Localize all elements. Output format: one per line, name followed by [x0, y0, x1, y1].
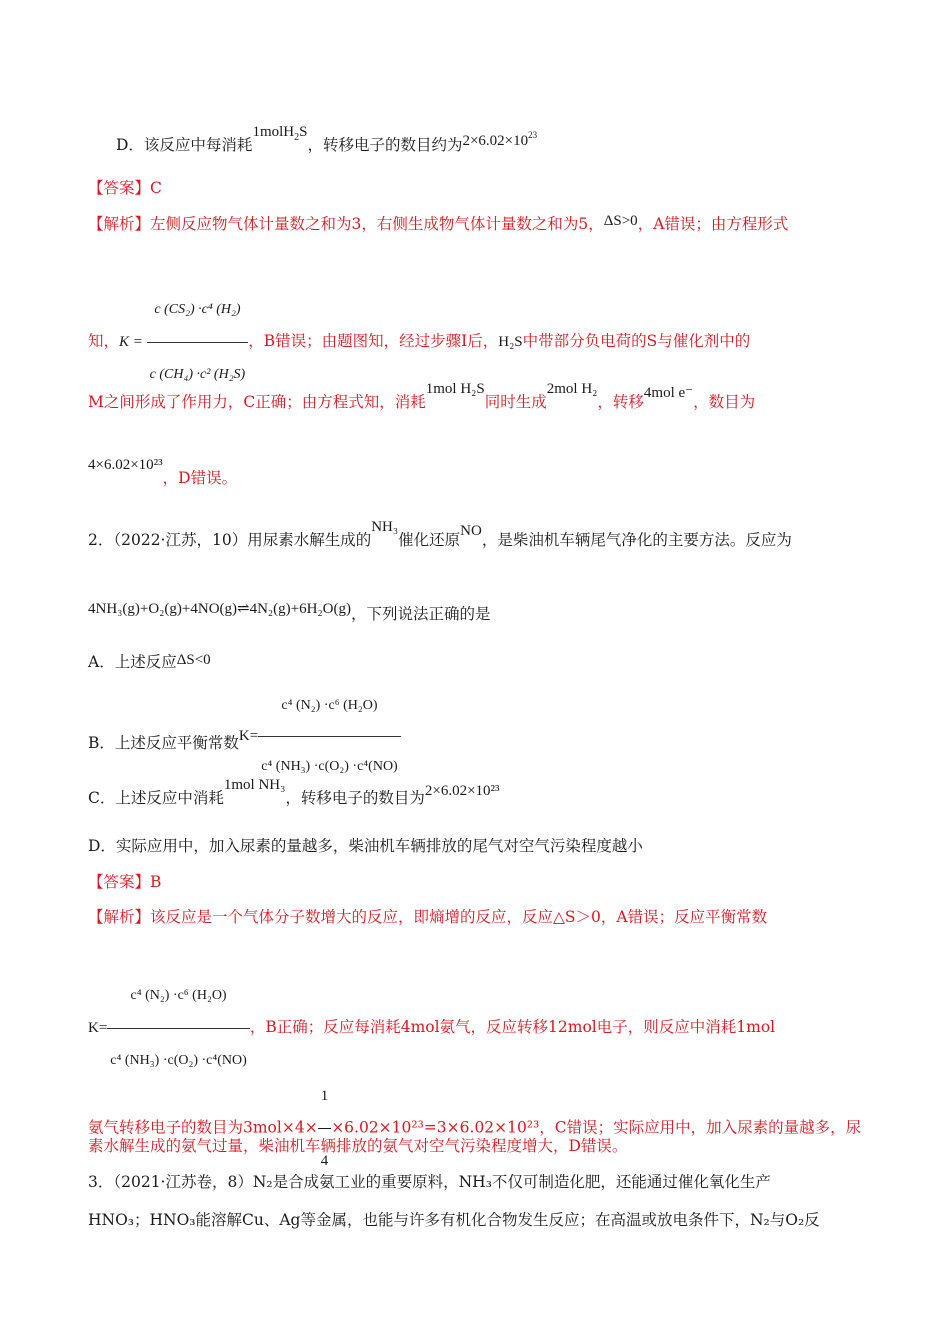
one-quarter-fraction: $\frac{1}{4}$ — [318, 1066, 332, 1191]
option-b-k-expression: K= $\frac{\text{c⁴ (N₂) ·c⁶ (H₂O)}}{\text{c⁴ (NH₃) ·c(O₂) ·c⁴(NO)}}$ — [239, 728, 401, 744]
reaction-equation: 4NH₃(g)+O₂(g)+4NO(g)⇌4N₂(g)+6H₂O(g) — [88, 601, 351, 617]
option-a: A．上述反应ΔS<0 — [88, 652, 211, 671]
k-expression-prev: K = $\frac{\text{c (CS₂) ·c⁴ (H₂)}}{\text{c (CH₄) ·c² (H₂S)}}$ — [119, 334, 248, 350]
explanation-prev-line-2: 知，K = $\frac{\text{c (CS₂) ·c⁴ (H₂)}}{\text{c (CH₄) ·c² (H₂S)}}$ ，B错误；由题图知，经过步骤Ⅰ后，H₂S中带部分负电荷的S与催化剂中的 — [88, 280, 750, 405]
math-4mol-e: 4mol e⁻ — [643, 385, 694, 401]
explanation-q2-line-4: 素水解生成的氨气过量，柴油机车辆排放的氨气对空气污染程度增大，D错误。 — [88, 1137, 628, 1155]
math-4x602: 4×6.02×10²³ — [88, 457, 163, 473]
option-d-prev — [116, 124, 538, 162]
q2-k-fraction: $\frac{\text{c⁴ (N₂) ·c⁶ (H₂O)}}{\text{c⁴ (NH₃) ·c(O₂) ·c⁴(NO)}}$ — [107, 966, 250, 1091]
option-d-math-2: $2\times 6.02\times 10^{23}$ — [462, 130, 538, 149]
k-fraction-prev: $\frac{\text{c (CS₂) ·c⁴ (H₂)}}{\text{c (CH₄) ·c² (H₂S)}}$ — [147, 280, 249, 405]
answer-q2: 【答案】B — [88, 873, 162, 891]
option-d-text-2: ，转移电子的数目约为 — [307, 136, 463, 154]
explanation-prev-line-3: M之间形成了作用力，C正确；由方程式知，消耗1mol H₂S同时生成2mol H₂，转移4mol e⁻，数目为 — [88, 381, 756, 411]
explanation-q2-line-1: 【解析】该反应是一个气体分子数增大的反应，即熵增的反应，反应△S＞0，A错误；反应平衡常数 — [88, 908, 768, 926]
option-b: B．上述反应平衡常数K= $\frac{\text{c⁴ (N₂) ·c⁶ (H₂O)}}{\text{c⁴ (NH₃) ·c(O₂) ·c⁴(NO)}}$ — [88, 686, 401, 803]
question-2-stem: 2．（2022·江苏，10）用尿素水解生成的NH₃催化还原NO，是柴油机车辆尾气净化的主要方法。反应为 — [88, 519, 792, 549]
question-3-line-1: 3．（2021·江苏卷，8）N₂是合成氨工业的重要原料，NH₃不仅可制造化肥，还能通过催化氧化生产 — [88, 1173, 771, 1191]
h2s-math: H₂S — [498, 333, 523, 350]
delta-s-math: ΔS>0 — [603, 213, 638, 229]
option-c-math-2: 2×6.02×10²³ — [424, 783, 500, 799]
q2-k-expression: K= $\frac{\text{c⁴ (N₂) ·c⁶ (H₂O)}}{\text{c⁴ (NH₃) ·c(O₂) ·c⁴(NO)}}$ — [88, 1020, 250, 1036]
math-1mol-h2s: 1mol H₂S — [425, 381, 485, 397]
explanation-q2-line-2: K= $\frac{\text{c⁴ (N₂) ·c⁶ (H₂O)}}{\text{c⁴ (NH₃) ·c(O₂) ·c⁴(NO)}}$ ，B正确；反应每消耗4mol氨气，反应转移12mol电子，则反应中消耗1mol — [88, 966, 775, 1091]
option-b-fraction: $\frac{\text{c⁴ (N₂) ·c⁶ (H₂O)}}{\text{c⁴ (NH₃) ·c(O₂) ·c⁴(NO)}}$ — [258, 678, 401, 795]
no-math: NO — [460, 523, 482, 539]
option-c: C．上述反应中消耗1mol NH₃，转移电子的数目为2×6.02×10²³ — [88, 777, 500, 807]
question-3-line-2: HNO₃；HNO₃能溶解Cu、Ag等金属，也能与许多有机化合物发生反应；在高温或放电条件下，N₂与O₂反 — [88, 1211, 820, 1229]
explanation-prev-line-4: 4×6.02×10²³，D错误。 — [88, 457, 238, 487]
option-a-math: ΔS<0 — [176, 652, 211, 668]
option-d-math-1: 1molH$_2$S — [252, 124, 308, 143]
math-2mol-h2: 2mol H₂ — [546, 381, 598, 397]
option-d-text: D．该反应中每消耗 — [116, 136, 253, 154]
option-d: D．实际应用中，加入尿素的量越多，柴油机车辆排放的尾气对空气污染程度越小 — [88, 837, 643, 855]
option-c-math-1: 1mol NH₃ — [223, 777, 286, 793]
question-2-equation: 4NH₃(g)+O₂(g)+4NO(g)⇌4N₂(g)+6H₂O(g)，下列说法正确的是 — [88, 601, 491, 623]
explanation-q2-line-3: 氨气转移电子的数目为3mol×4× $\frac{1}{4}$ ×6.02×10²³=3×6.02×10²³，C错误；实际应用中，加入尿素的量越多，尿 — [88, 1066, 861, 1191]
answer-prev: 【答案】C — [88, 179, 162, 197]
explanation-prev-line-1: 【解析】左侧反应物气体计量数之和为3，右侧生成物气体计量数之和为5，ΔS>0，A错误；由方程形式 — [88, 213, 789, 233]
nh3-math: NH₃ — [371, 519, 399, 535]
